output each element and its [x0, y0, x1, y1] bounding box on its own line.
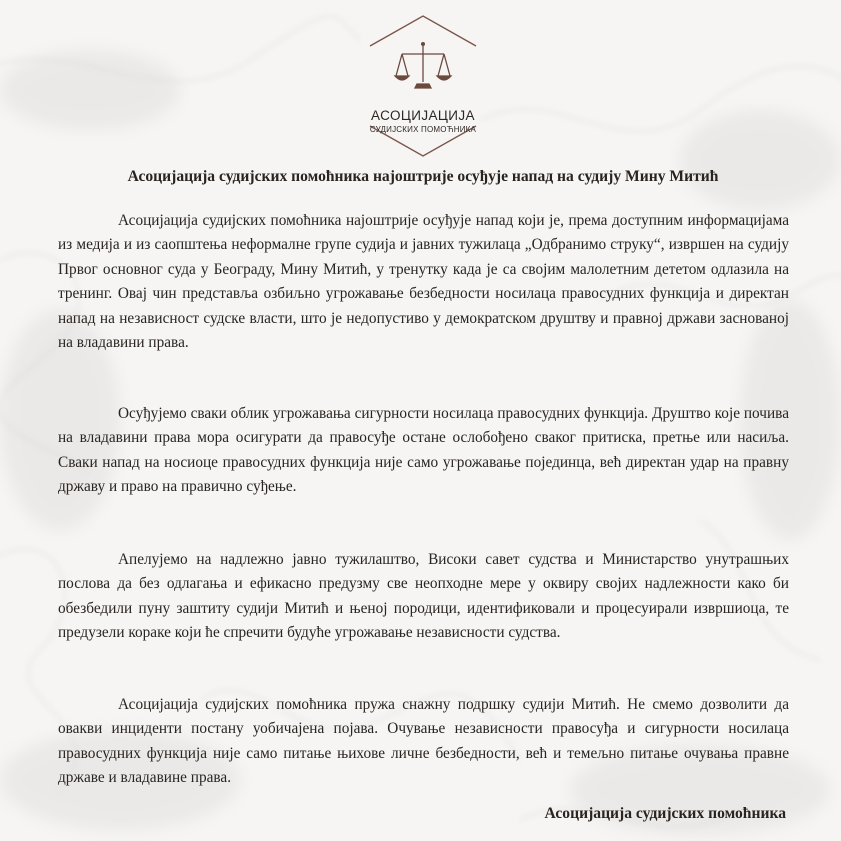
- paragraph-2: Осуђујемо сваки облик угрожавања сигурности носилаца правосудних функција. Друштво које почива на владавини права мора осигурати да правосуђе остане ослобођено сваког притиска, претње или насиља. Сваки напад на носиоце правосудних функција није само угрожавање појединца, већ директан удар на правну државу и право на правично суђење.: [58, 405, 789, 496]
- logo-diamond-frame: [368, 14, 478, 160]
- logo-title: АСОЦИЈАЦИЈА: [371, 108, 475, 123]
- logo-subtitle: СУДИЈСКИХ ПОМОЋНИКА: [369, 125, 477, 134]
- paragraph-1: Асоцијација судијских помоћника најоштрије осуђује напад који је, према доступним информацијама из медија и из саопштења неформалне групе судија и јавних тужилаца „Одбранимо струку“, извршен на судију Првог основног суда у Београду, Мину Митић, у тренутку када је са својим малолетним дететом одлазила на тренинг. Овај чин представља озбиљно угрожавање безбедности носилаца правосудних функција и директан напад на независност судске власти, што је недопустиво у демократском друштву и правној држави заснованој на владавини права.: [58, 212, 789, 352]
- association-logo: [368, 14, 478, 160]
- headline: Асоцијација судијских помоћника најоштрије осуђује напад на судију Мину Митић: [127, 168, 719, 185]
- paragraph-3: Апелујемо на надлежно јавно тужилаштво, Високи савет судства и Министарство унутрашњих послова да без одлагања и ефикасно предузму све неопходне мере у оквиру својих надлежности како би обезбедили пуну заштиту судији Митић и њеној породици, идентификовали и процесуирали извршиоца, те предузели кораке који ће спречити будуће угрожавање независности судства.: [58, 551, 789, 642]
- signature: Асоцијација судијских помоћника: [544, 805, 786, 822]
- scales-of-justice-icon: [395, 42, 451, 88]
- paragraph-4: Асоцијација судијских помоћника пружа снажну подршку судији Митић. Не смемо дозволити да овакви инциденти постану уобичајена појава. Очување независности правосуђа и сигурности носилаца правосудних функција није само питање њихове личне безбедности, већ и темељно питање очувања правне државе и владавине права.: [58, 696, 789, 787]
